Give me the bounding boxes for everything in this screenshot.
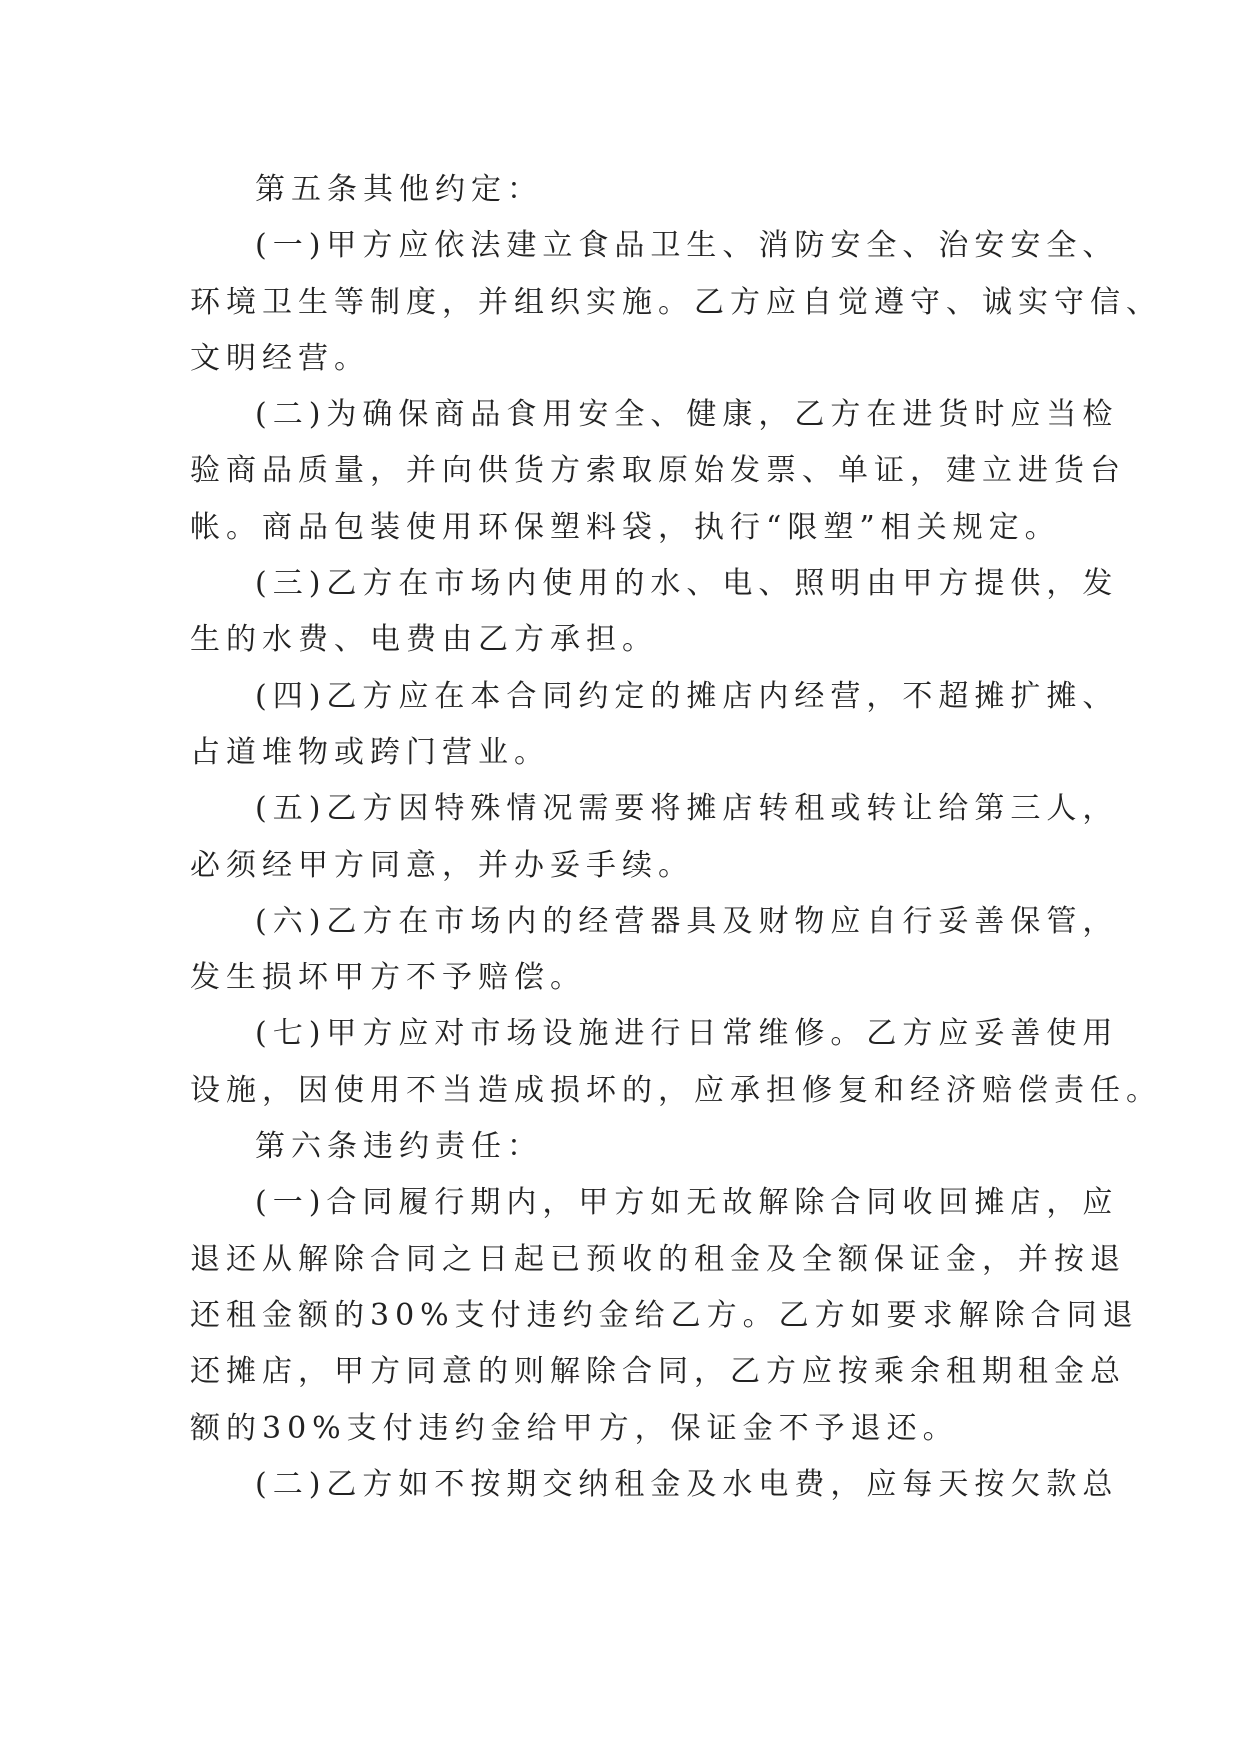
text-line: 还租金额的30%支付违约金给乙方。乙方如要求解除合同退 [190,1297,1139,1333]
text-line: 文明经营。 [190,340,370,376]
text-line: (六)乙方在市场内的经营器具及财物应自行妥善保管， [255,903,1119,939]
text-line: 占道堆物或跨门营业。 [190,734,550,770]
text-line: 发生损坏甲方不予赔偿。 [190,960,586,996]
text-line: (二)为确保商品食用安全、健康，乙方在进货时应当检 [255,397,1119,433]
text-line: 额的30%支付违约金给甲方，保证金不予退还。 [190,1410,959,1446]
text-line: (三)乙方在市场内使用的水、电、照明由甲方提供，发 [255,566,1119,602]
text-line: 设施，因使用不当造成损坏的，应承担修复和经济赔偿责任。 [190,1072,1162,1108]
text-line: (一)合同履行期内，甲方如无故解除合同收回摊店，应 [255,1185,1119,1221]
text-line: 退还从解除合同之日起已预收的租金及全额保证金，并按退 [190,1241,1126,1277]
text-line: (二)乙方如不按期交纳租金及水电费，应每天按欠款总 [255,1466,1119,1502]
text-line: 第五条其他约定： [255,172,543,207]
text-line: (五)乙方因特殊情况需要将摊店转租或转让给第三人， [255,791,1119,827]
text-line: 第六条违约责任： [255,1129,543,1165]
text-line: 必须经甲方同意，并办妥手续。 [190,847,694,883]
text-line: (一)甲方应依法建立食品卫生、消防安全、治安安全、 [255,228,1119,264]
text-line: 帐。商品包装使用环保塑料袋，执行“限塑”相关规定。 [190,509,1061,545]
document-body [190,162,1162,1513]
text-line: 环境卫生等制度，并组织实施。乙方应自觉遵守、诚实守信、 [190,284,1162,320]
text-line: (七)甲方应对市场设施进行日常维修。乙方应妥善使用 [255,1016,1119,1052]
text-line: 验商品质量，并向供货方索取原始发票、单证，建立进货台 [190,453,1126,489]
text-line: (四)乙方应在本合同约定的摊店内经营，不超摊扩摊、 [255,678,1119,714]
text-line: 还摊店，甲方同意的则解除合同，乙方应按乘余租期租金总 [190,1354,1126,1390]
text-line: 生的水费、电费由乙方承担。 [190,622,658,658]
